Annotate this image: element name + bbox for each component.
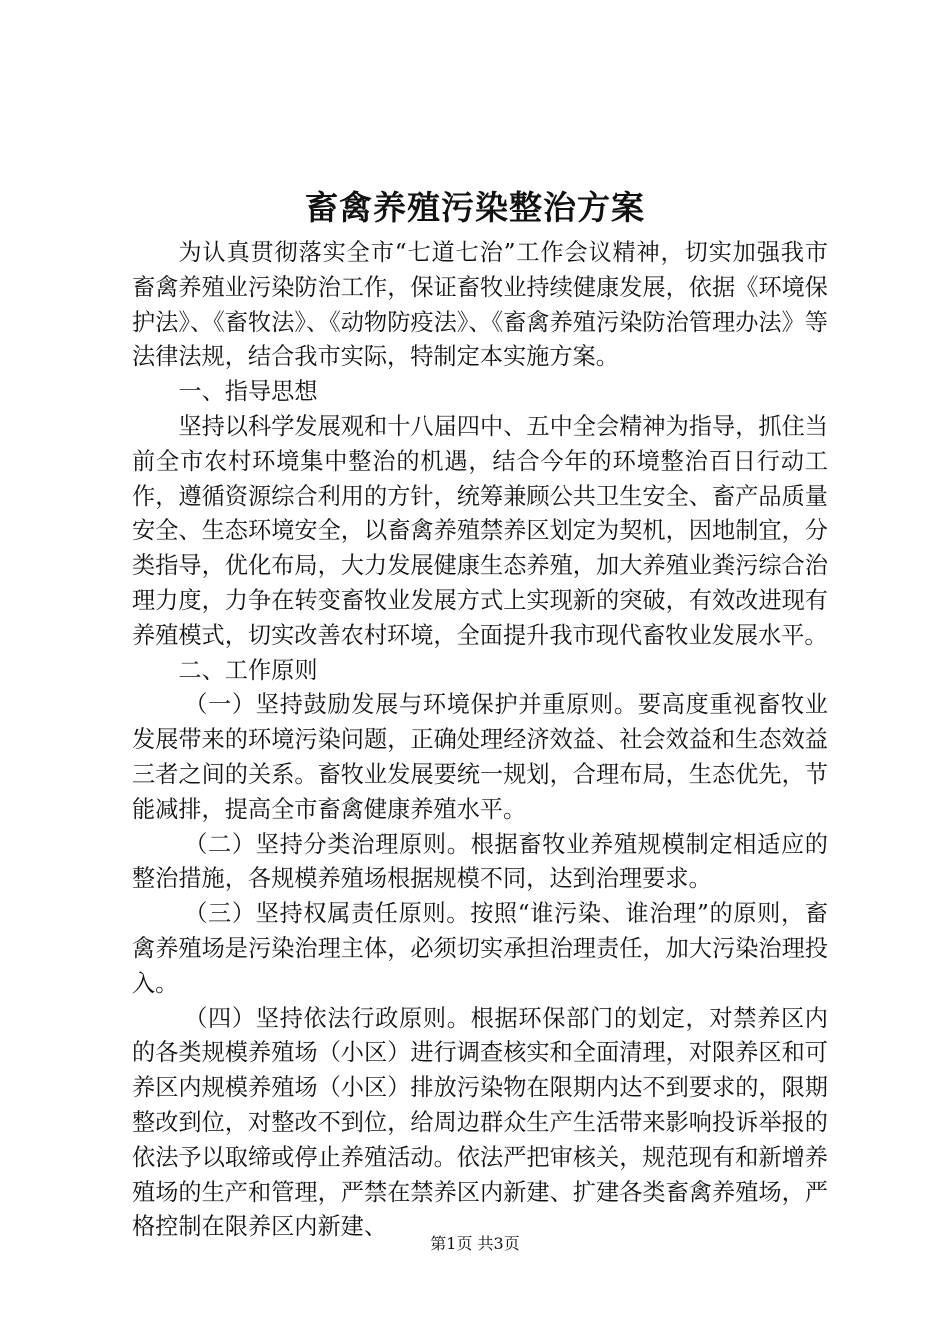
- page-title: 畜禽养殖污染整治方案: [305, 188, 645, 227]
- principle-item-1: （一）坚持鼓励发展与环境保护并重原则。要高度重视畜牧业发展带来的环境污染问题，正确处理经济效益、社会效益和生态效益三者之间的关系。畜牧业发展要统一规划，合理布局，生态优先，节能减排，提高全市畜禽健康养殖水平。: [132, 691, 828, 823]
- page-number-footer: 第1页 共3页: [430, 1234, 520, 1253]
- principle-item-4: （四）坚持依法行政原则。根据环保部门的划定，对禁养区内的各类规模养殖场（小区）进行调查核实和全面清理，对限养区和可养区内规模养殖场（小区）排放污染物在限期内达不到要求的，限期整改到位，对整改不到位，给周边群众生产生活带来影响投诉举报的依法予以取缔或停止养殖活动。依法严把审核关，规范现有和新增养殖场的生产和管理，严禁在禁养区内新建、扩建各类畜禽养殖场，严格控制在限养区内新建、: [132, 1004, 828, 1241]
- section-heading-guiding-ideology: 一、指导思想: [178, 378, 318, 406]
- section-heading-work-principles: 二、工作原则: [178, 656, 318, 684]
- principle-item-2: （二）坚持分类治理原则。根据畜牧业养殖规模制定相适应的整治措施，各规模养殖场根据规模不同，达到治理要求。: [132, 830, 828, 893]
- intro-paragraph: 为认真贯彻落实全市“七道七治”工作会议精神，切实加强我市畜禽养殖业污染防治工作，保证畜牧业持续健康发展，依据《环境保护法》、《畜牧法》、《动物防疫法》、《畜禽养殖污染防治管理办法》等法律法规，结合我市实际，特制定本实施方案。: [132, 239, 828, 371]
- document-body: [132, 236, 828, 1245]
- guiding-ideology-paragraph: 坚持以科学发展观和十八届四中、五中全会精神为指导，抓住当前全市农村环境集中整治的机遇，结合今年的环境整治百日行动工作，遵循资源综合利用的方针，统筹兼顾公共卫生安全、畜产品质量安全、生态环境安全，以畜禽养殖禁养区划定为契机，因地制宜，分类指导，优化布局，大力发展健康生态养殖，加大养殖业粪污综合治理力度，力争在转变畜牧业发展方式上实现新的突破，有效改进现有养殖模式，切实改善农村环境，全面提升我市现代畜牧业发展水平。: [132, 412, 828, 649]
- principle-item-3: （三）坚持权属责任原则。按照“谁污染、谁治理”的原则，畜禽养殖场是污染治理主体，必须切实承担治理责任，加大污染治理投入。: [132, 900, 828, 997]
